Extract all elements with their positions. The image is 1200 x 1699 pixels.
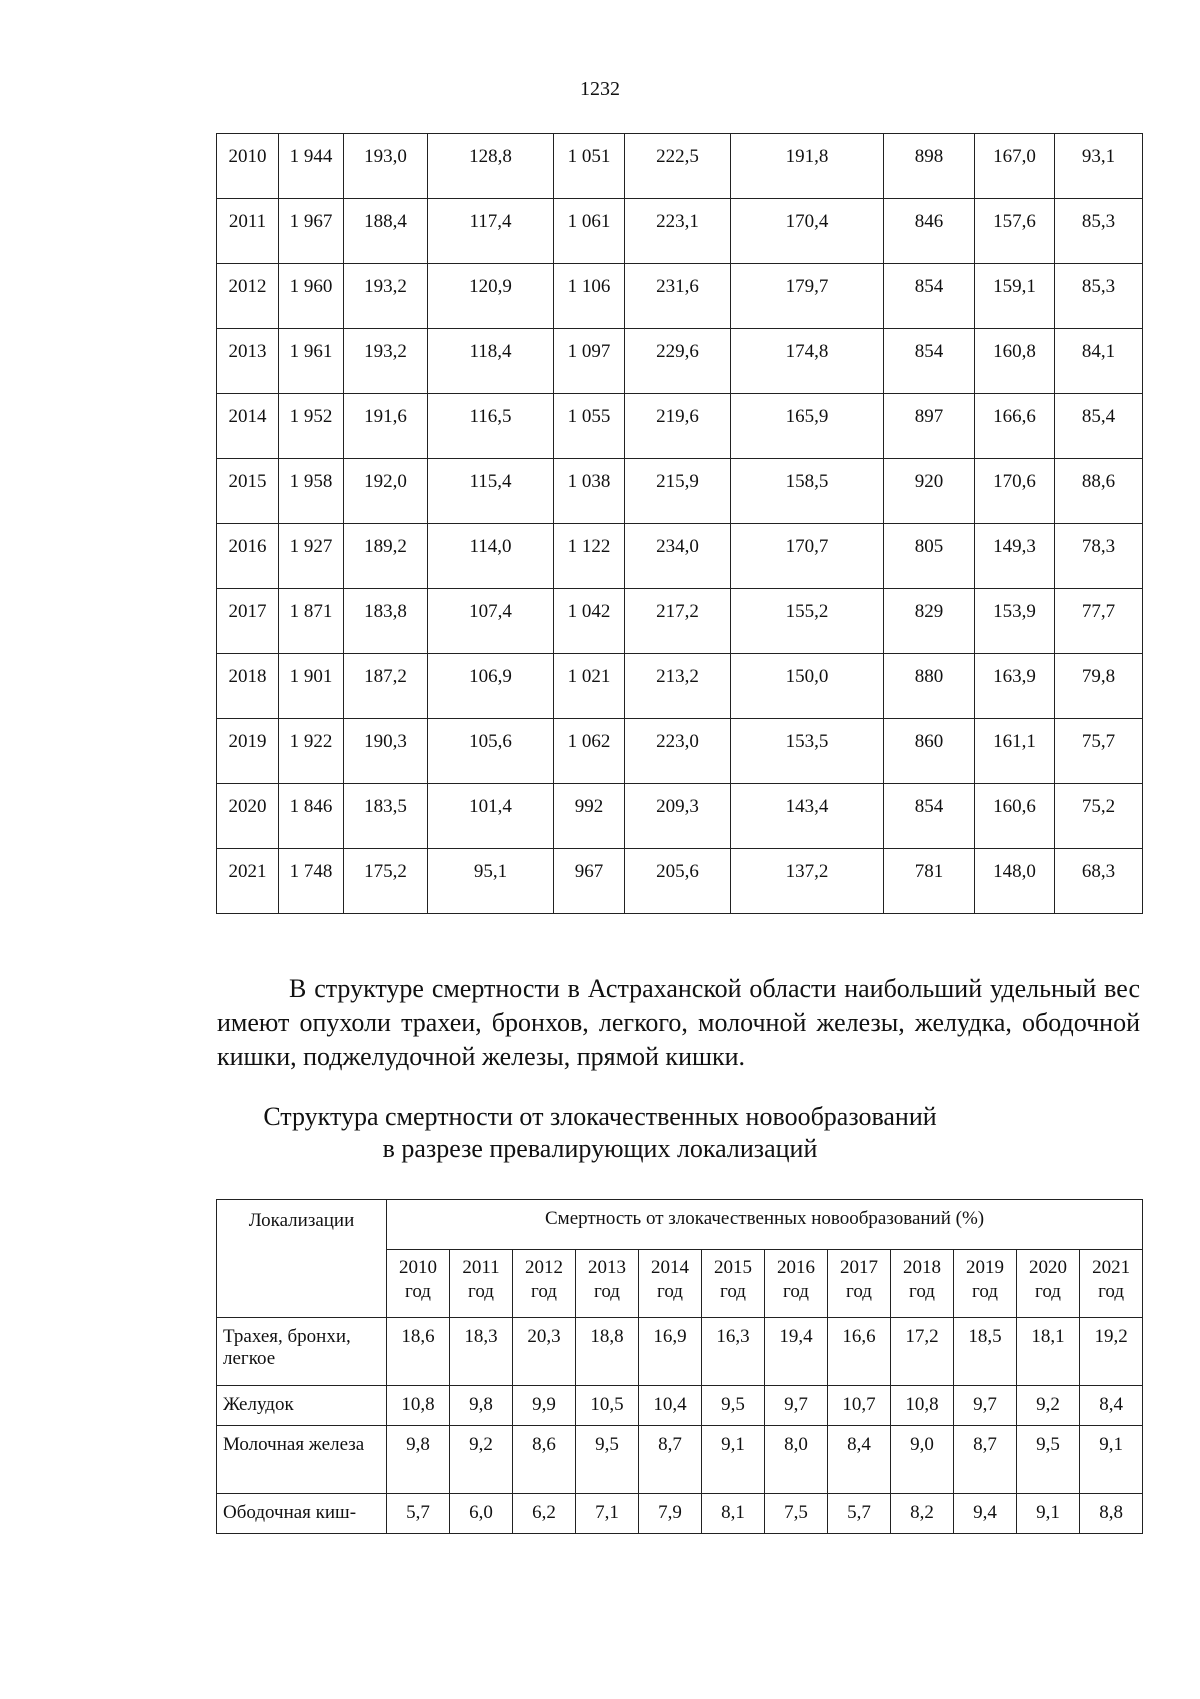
value-cell: 1 061: [554, 199, 625, 264]
year-suffix: год: [594, 1281, 620, 1302]
year-cell: 2015: [217, 459, 279, 524]
year-cell: 2011: [217, 199, 279, 264]
year-number: 2021: [1092, 1257, 1131, 1278]
value-cell: 106,9: [428, 654, 554, 719]
year-header: [387, 1250, 450, 1318]
percent-cell: 9,5: [576, 1426, 639, 1494]
percent-cell: 9,7: [954, 1386, 1017, 1426]
year-cell: 2012: [217, 264, 279, 329]
percent-cell: 7,1: [576, 1494, 639, 1534]
percent-cell: 10,8: [387, 1386, 450, 1426]
percent-cell: 9,7: [765, 1386, 828, 1426]
year-number: 2017: [840, 1257, 878, 1278]
value-cell: 114,0: [428, 524, 554, 589]
percent-cell: 18,3: [450, 1318, 513, 1386]
value-cell: 128,8: [428, 134, 554, 199]
percent-cell: 7,9: [639, 1494, 702, 1534]
value-cell: 222,5: [625, 134, 731, 199]
localization-label: Ободочная киш-: [217, 1494, 387, 1534]
value-cell: 116,5: [428, 394, 554, 459]
table-row: [217, 1386, 1143, 1426]
year-header: [1080, 1250, 1143, 1318]
year-header: [450, 1250, 513, 1318]
year-suffix: год: [720, 1281, 746, 1302]
value-cell: 163,9: [975, 654, 1055, 719]
value-cell: 85,4: [1055, 394, 1143, 459]
value-cell: 187,2: [344, 654, 428, 719]
value-cell: 179,7: [731, 264, 884, 329]
year-header: [702, 1250, 765, 1318]
value-cell: 215,9: [625, 459, 731, 524]
value-cell: 95,1: [428, 849, 554, 914]
percent-cell: 8,2: [891, 1494, 954, 1534]
value-cell: 1 042: [554, 589, 625, 654]
table-row: [217, 654, 1143, 719]
value-cell: 148,0: [975, 849, 1055, 914]
percent-cell: 17,2: [891, 1318, 954, 1386]
year-number: 2012: [525, 1257, 563, 1278]
table-row: [217, 264, 1143, 329]
header-mortality-group: Смертность от злокачественных новообразований (%): [387, 1200, 1143, 1250]
value-cell: 75,7: [1055, 719, 1143, 784]
value-cell: 1 748: [279, 849, 344, 914]
value-cell: 105,6: [428, 719, 554, 784]
structure-paragraph: [217, 972, 1140, 1074]
year-cell: 2013: [217, 329, 279, 394]
percent-cell: 16,3: [702, 1318, 765, 1386]
value-cell: 166,6: [975, 394, 1055, 459]
value-cell: 160,6: [975, 784, 1055, 849]
percent-cell: 10,5: [576, 1386, 639, 1426]
percent-cell: 9,4: [954, 1494, 1017, 1534]
value-cell: 175,2: [344, 849, 428, 914]
value-cell: 115,4: [428, 459, 554, 524]
value-cell: 120,9: [428, 264, 554, 329]
value-cell: 107,4: [428, 589, 554, 654]
value-cell: 190,3: [344, 719, 428, 784]
value-cell: 860: [884, 719, 975, 784]
percent-cell: 9,2: [1017, 1386, 1080, 1426]
percent-cell: 9,1: [1080, 1426, 1143, 1494]
value-cell: 191,6: [344, 394, 428, 459]
value-cell: 183,5: [344, 784, 428, 849]
value-cell: 1 967: [279, 199, 344, 264]
value-cell: 84,1: [1055, 329, 1143, 394]
value-cell: 1 927: [279, 524, 344, 589]
value-cell: 897: [884, 394, 975, 459]
value-cell: 192,0: [344, 459, 428, 524]
percent-cell: 8,4: [1080, 1386, 1143, 1426]
year-number: 2019: [966, 1257, 1004, 1278]
year-suffix: год: [1035, 1281, 1061, 1302]
table-row: [217, 199, 1143, 264]
table-row: [217, 524, 1143, 589]
table-row: [217, 1426, 1143, 1494]
table-row: [217, 784, 1143, 849]
year-number: 2020: [1029, 1257, 1067, 1278]
percent-cell: 9,8: [450, 1386, 513, 1426]
percent-cell: 16,6: [828, 1318, 891, 1386]
value-cell: 1 051: [554, 134, 625, 199]
value-cell: 1 038: [554, 459, 625, 524]
value-cell: 174,8: [731, 329, 884, 394]
value-cell: 898: [884, 134, 975, 199]
value-cell: 153,5: [731, 719, 884, 784]
year-suffix: год: [657, 1281, 683, 1302]
value-cell: 846: [884, 199, 975, 264]
table-title-line-2: в разрезе превалирующих локализаций: [382, 1134, 818, 1163]
value-cell: 188,4: [344, 199, 428, 264]
percent-cell: 8,8: [1080, 1494, 1143, 1534]
header-localization: Локализации: [217, 1200, 387, 1318]
value-cell: 1 122: [554, 524, 625, 589]
percent-cell: 5,7: [828, 1494, 891, 1534]
value-cell: 829: [884, 589, 975, 654]
percent-cell: 9,5: [1017, 1426, 1080, 1494]
percent-cell: 7,5: [765, 1494, 828, 1534]
value-cell: 118,4: [428, 329, 554, 394]
year-header: [1017, 1250, 1080, 1318]
value-cell: 170,6: [975, 459, 1055, 524]
page-number: 1232: [580, 78, 620, 100]
year-suffix: год: [846, 1281, 872, 1302]
value-cell: 1 960: [279, 264, 344, 329]
value-cell: 183,8: [344, 589, 428, 654]
percent-cell: 5,7: [387, 1494, 450, 1534]
percent-cell: 8,1: [702, 1494, 765, 1534]
table-row: [217, 1318, 1143, 1386]
value-cell: 209,3: [625, 784, 731, 849]
value-cell: 101,4: [428, 784, 554, 849]
value-cell: 213,2: [625, 654, 731, 719]
value-cell: 191,8: [731, 134, 884, 199]
table-row: [217, 134, 1143, 199]
value-cell: 159,1: [975, 264, 1055, 329]
value-cell: 992: [554, 784, 625, 849]
value-cell: 223,1: [625, 199, 731, 264]
table-row: [217, 589, 1143, 654]
value-cell: 137,2: [731, 849, 884, 914]
percent-cell: 6,2: [513, 1494, 576, 1534]
year-number: 2010: [399, 1257, 437, 1278]
value-cell: 205,6: [625, 849, 731, 914]
year-suffix: год: [531, 1281, 557, 1302]
percent-cell: 9,5: [702, 1386, 765, 1426]
value-cell: 854: [884, 329, 975, 394]
header-row: [217, 1200, 1143, 1250]
value-cell: 967: [554, 849, 625, 914]
percent-cell: 8,7: [639, 1426, 702, 1494]
year-suffix: год: [468, 1281, 494, 1302]
percent-cell: 8,0: [765, 1426, 828, 1494]
value-cell: 85,3: [1055, 264, 1143, 329]
percent-cell: 9,9: [513, 1386, 576, 1426]
value-cell: 143,4: [731, 784, 884, 849]
percent-cell: 9,8: [387, 1426, 450, 1494]
year-number: 2013: [588, 1257, 626, 1278]
value-cell: 854: [884, 264, 975, 329]
value-cell: 170,4: [731, 199, 884, 264]
value-cell: 160,8: [975, 329, 1055, 394]
percent-cell: 8,6: [513, 1426, 576, 1494]
year-cell: 2018: [217, 654, 279, 719]
value-cell: 1 062: [554, 719, 625, 784]
year-header: [576, 1250, 639, 1318]
percent-cell: 9,2: [450, 1426, 513, 1494]
percent-cell: 20,3: [513, 1318, 576, 1386]
table-row: [217, 394, 1143, 459]
year-cell: 2021: [217, 849, 279, 914]
value-cell: 165,9: [731, 394, 884, 459]
percent-cell: 18,8: [576, 1318, 639, 1386]
value-cell: 93,1: [1055, 134, 1143, 199]
value-cell: 1 901: [279, 654, 344, 719]
percent-cell: 19,4: [765, 1318, 828, 1386]
value-cell: 234,0: [625, 524, 731, 589]
value-cell: 167,0: [975, 134, 1055, 199]
value-cell: 1 952: [279, 394, 344, 459]
table-row: [217, 849, 1143, 914]
year-cell: 2017: [217, 589, 279, 654]
year-suffix: год: [972, 1281, 998, 1302]
percent-cell: 18,5: [954, 1318, 1017, 1386]
year-header: [891, 1250, 954, 1318]
percent-cell: 8,4: [828, 1426, 891, 1494]
value-cell: 170,7: [731, 524, 884, 589]
year-suffix: год: [405, 1281, 431, 1302]
value-cell: 75,2: [1055, 784, 1143, 849]
localization-label: Трахея, бронхи, легкое: [217, 1318, 387, 1386]
year-header: [639, 1250, 702, 1318]
value-cell: 157,6: [975, 199, 1055, 264]
value-cell: 1 846: [279, 784, 344, 849]
percent-cell: 9,0: [891, 1426, 954, 1494]
year-cell: 2019: [217, 719, 279, 784]
year-number: 2014: [651, 1257, 689, 1278]
year-cell: 2016: [217, 524, 279, 589]
year-number: 2016: [777, 1257, 815, 1278]
value-cell: 854: [884, 784, 975, 849]
mortality-table: [216, 133, 1143, 914]
year-cell: 2020: [217, 784, 279, 849]
percent-cell: 16,9: [639, 1318, 702, 1386]
table-row: [217, 1494, 1143, 1534]
value-cell: 1 961: [279, 329, 344, 394]
percent-cell: 18,1: [1017, 1318, 1080, 1386]
percent-cell: 6,0: [450, 1494, 513, 1534]
value-cell: 880: [884, 654, 975, 719]
percent-cell: 10,8: [891, 1386, 954, 1426]
localization-label: Молочная железа: [217, 1426, 387, 1494]
value-cell: 1 922: [279, 719, 344, 784]
value-cell: 77,7: [1055, 589, 1143, 654]
value-cell: 920: [884, 459, 975, 524]
year-suffix: год: [909, 1281, 935, 1302]
value-cell: 150,0: [731, 654, 884, 719]
value-cell: 231,6: [625, 264, 731, 329]
year-number: 2015: [714, 1257, 752, 1278]
year-cell: 2014: [217, 394, 279, 459]
localization-table: [216, 1199, 1143, 1534]
percent-cell: 8,7: [954, 1426, 1017, 1494]
percent-cell: 9,1: [702, 1426, 765, 1494]
value-cell: 117,4: [428, 199, 554, 264]
value-cell: 193,2: [344, 264, 428, 329]
value-cell: 781: [884, 849, 975, 914]
value-cell: 78,3: [1055, 524, 1143, 589]
value-cell: 219,6: [625, 394, 731, 459]
value-cell: 193,2: [344, 329, 428, 394]
value-cell: 155,2: [731, 589, 884, 654]
table-row: [217, 459, 1143, 524]
value-cell: 223,0: [625, 719, 731, 784]
percent-cell: 19,2: [1080, 1318, 1143, 1386]
value-cell: 193,0: [344, 134, 428, 199]
value-cell: 79,8: [1055, 654, 1143, 719]
value-cell: 1 958: [279, 459, 344, 524]
year-header: [513, 1250, 576, 1318]
value-cell: 149,3: [975, 524, 1055, 589]
table-row: [217, 329, 1143, 394]
year-suffix: год: [783, 1281, 809, 1302]
value-cell: 805: [884, 524, 975, 589]
value-cell: 68,3: [1055, 849, 1143, 914]
value-cell: 88,6: [1055, 459, 1143, 524]
value-cell: 1 106: [554, 264, 625, 329]
value-cell: 85,3: [1055, 199, 1143, 264]
percent-cell: 9,1: [1017, 1494, 1080, 1534]
value-cell: 158,5: [731, 459, 884, 524]
percent-cell: 10,4: [639, 1386, 702, 1426]
table-title: [0, 1101, 1200, 1165]
value-cell: 1 944: [279, 134, 344, 199]
percent-cell: 18,6: [387, 1318, 450, 1386]
value-cell: 1 055: [554, 394, 625, 459]
value-cell: 189,2: [344, 524, 428, 589]
year-number: 2011: [462, 1257, 500, 1278]
year-suffix: год: [1098, 1281, 1125, 1302]
value-cell: 1 871: [279, 589, 344, 654]
value-cell: 1 097: [554, 329, 625, 394]
paragraph-text: В структуре смертности в Астраханской области наибольший удельный вес имеют опухоли трахеи, бронхов, легкого, молочной железы, желудка, ободочной кишки, поджелудочной железы, прямой кишки.: [217, 974, 1140, 1071]
value-cell: 217,2: [625, 589, 731, 654]
localization-label: Желудок: [217, 1386, 387, 1426]
percent-cell: 10,7: [828, 1386, 891, 1426]
table-row: [217, 719, 1143, 784]
year-number: 2018: [903, 1257, 941, 1278]
value-cell: 1 021: [554, 654, 625, 719]
value-cell: 161,1: [975, 719, 1055, 784]
year-header: [828, 1250, 891, 1318]
value-cell: 229,6: [625, 329, 731, 394]
year-header: [954, 1250, 1017, 1318]
year-header: [765, 1250, 828, 1318]
table-title-line-1: Структура смертности от злокачественных новообразований: [263, 1102, 937, 1131]
year-cell: 2010: [217, 134, 279, 199]
value-cell: 153,9: [975, 589, 1055, 654]
